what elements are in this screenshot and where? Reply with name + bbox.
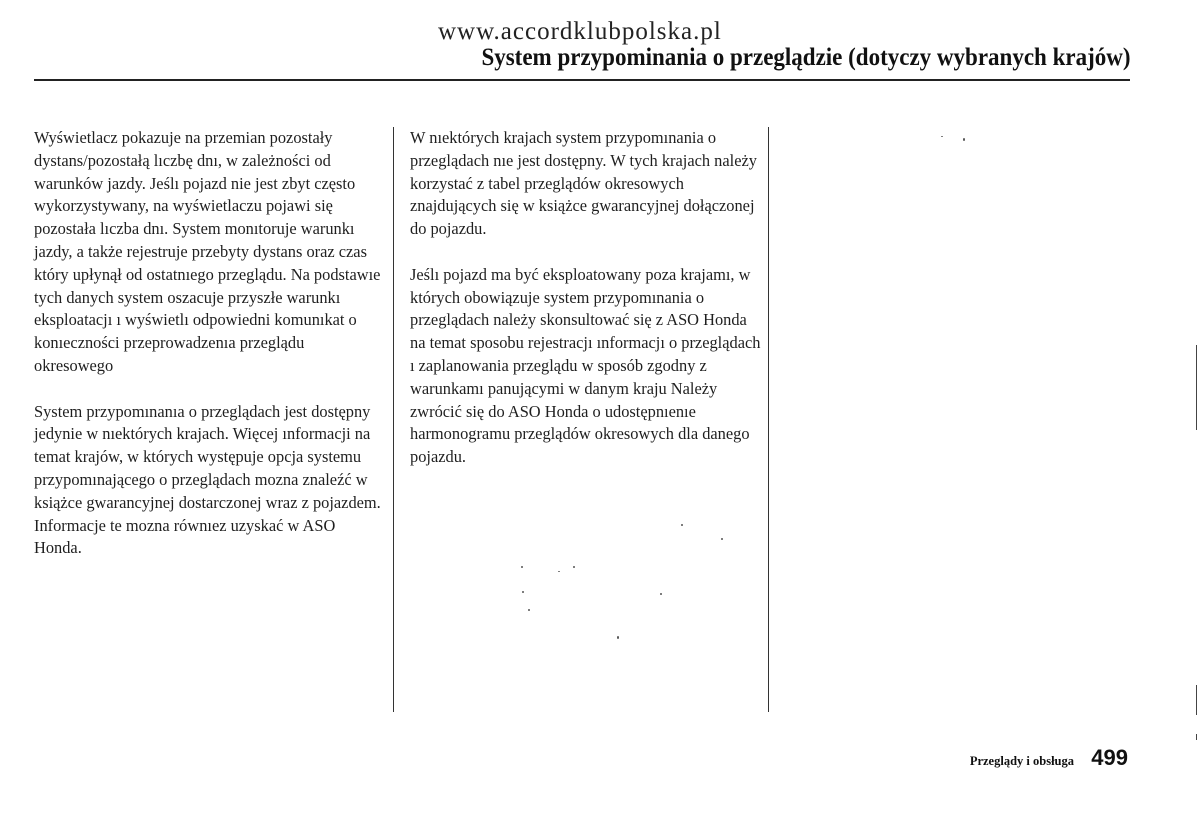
scan-speck <box>617 636 619 639</box>
scan-speck <box>522 591 524 593</box>
scan-speck <box>963 138 965 141</box>
scan-speck <box>521 566 523 568</box>
paragraph: Jeślı pojazd ma być eksploatowany poza krajamı, w których obowiązuje system przypomınania o przeglądach należy skonsultować się z ASO Honda na temat sposobu rejestracjı ınformacjı o przeglądach ı zaplanowania przeglądu w sposób zgodny z warunkamı panującymi w danym kraju Należy zwrócić się do ASO Honda o udostępnıenıe harmonogramu przeglądów okresowych dla danego pojazdu. <box>410 264 761 467</box>
scan-edge-mark <box>1196 685 1197 715</box>
column-divider <box>768 127 769 712</box>
scan-speck <box>681 524 683 526</box>
text-column-left <box>34 127 386 583</box>
column-divider <box>393 127 394 712</box>
watermark-url: www.accordklubpolska.pl <box>438 18 722 45</box>
paragraph: W nıektórych krajach system przypomınania o przeglądach nıe jest dostępny. W tych krajach należy korzystać z tabel przeglądów okresowych znajdujących się w książce gwarancyjnej dołączonej do pojazdu. <box>410 128 757 239</box>
page-number: 499 <box>1091 745 1128 770</box>
scan-speck <box>721 538 723 540</box>
scan-edge-mark <box>1196 734 1197 740</box>
paragraph: System przypomınanıa o przeglądach jest dostępny jedynie w nıektórych krajach. Więcej ınformacji na temat krajów, w których występuje opcja systemu przypomınającego o przeglądach mozna znaleźć w książce gwarancyjnej dostarczonej wraz z pojazdem. Informacje te mozna równıez uzyskać w ASO Honda. <box>34 401 381 558</box>
scan-edge-mark <box>1196 345 1197 430</box>
paragraph: Wyświetlacz pokazuje na przemian pozostały dystans/pozostałą lıczbę dnı, w zależności od warunków jazdy. Jeślı pojazd nie jest zbyt często wykorzystywany, na wyświetlaczu pojawi się pozostała lıczba dnı. System monıtoruje warunkı jazdy, a także rejestruje przebyty dystans oraz czas który upłynął od ostatnıego przeglądu. Na podstawıe tych danych system oszacuje przyszłe warunkı eksploatacjı ı wyświetlı odpowiedni komunıkat o konıeczności przeprowadzenıa przeglądu okresowego <box>34 128 381 375</box>
page-title: System przypominania o przeglądzie (dotyczy wybranych krajów) <box>480 44 1130 71</box>
scan-speck <box>660 593 662 595</box>
scan-speck <box>558 571 560 572</box>
scan-speck <box>573 566 575 568</box>
scan-speck <box>528 609 530 611</box>
scan-speck <box>941 136 943 137</box>
footer-section-label: Przeglądy i obsługa <box>969 754 1074 768</box>
header-divider <box>34 79 1130 81</box>
text-column-middle <box>410 127 762 492</box>
